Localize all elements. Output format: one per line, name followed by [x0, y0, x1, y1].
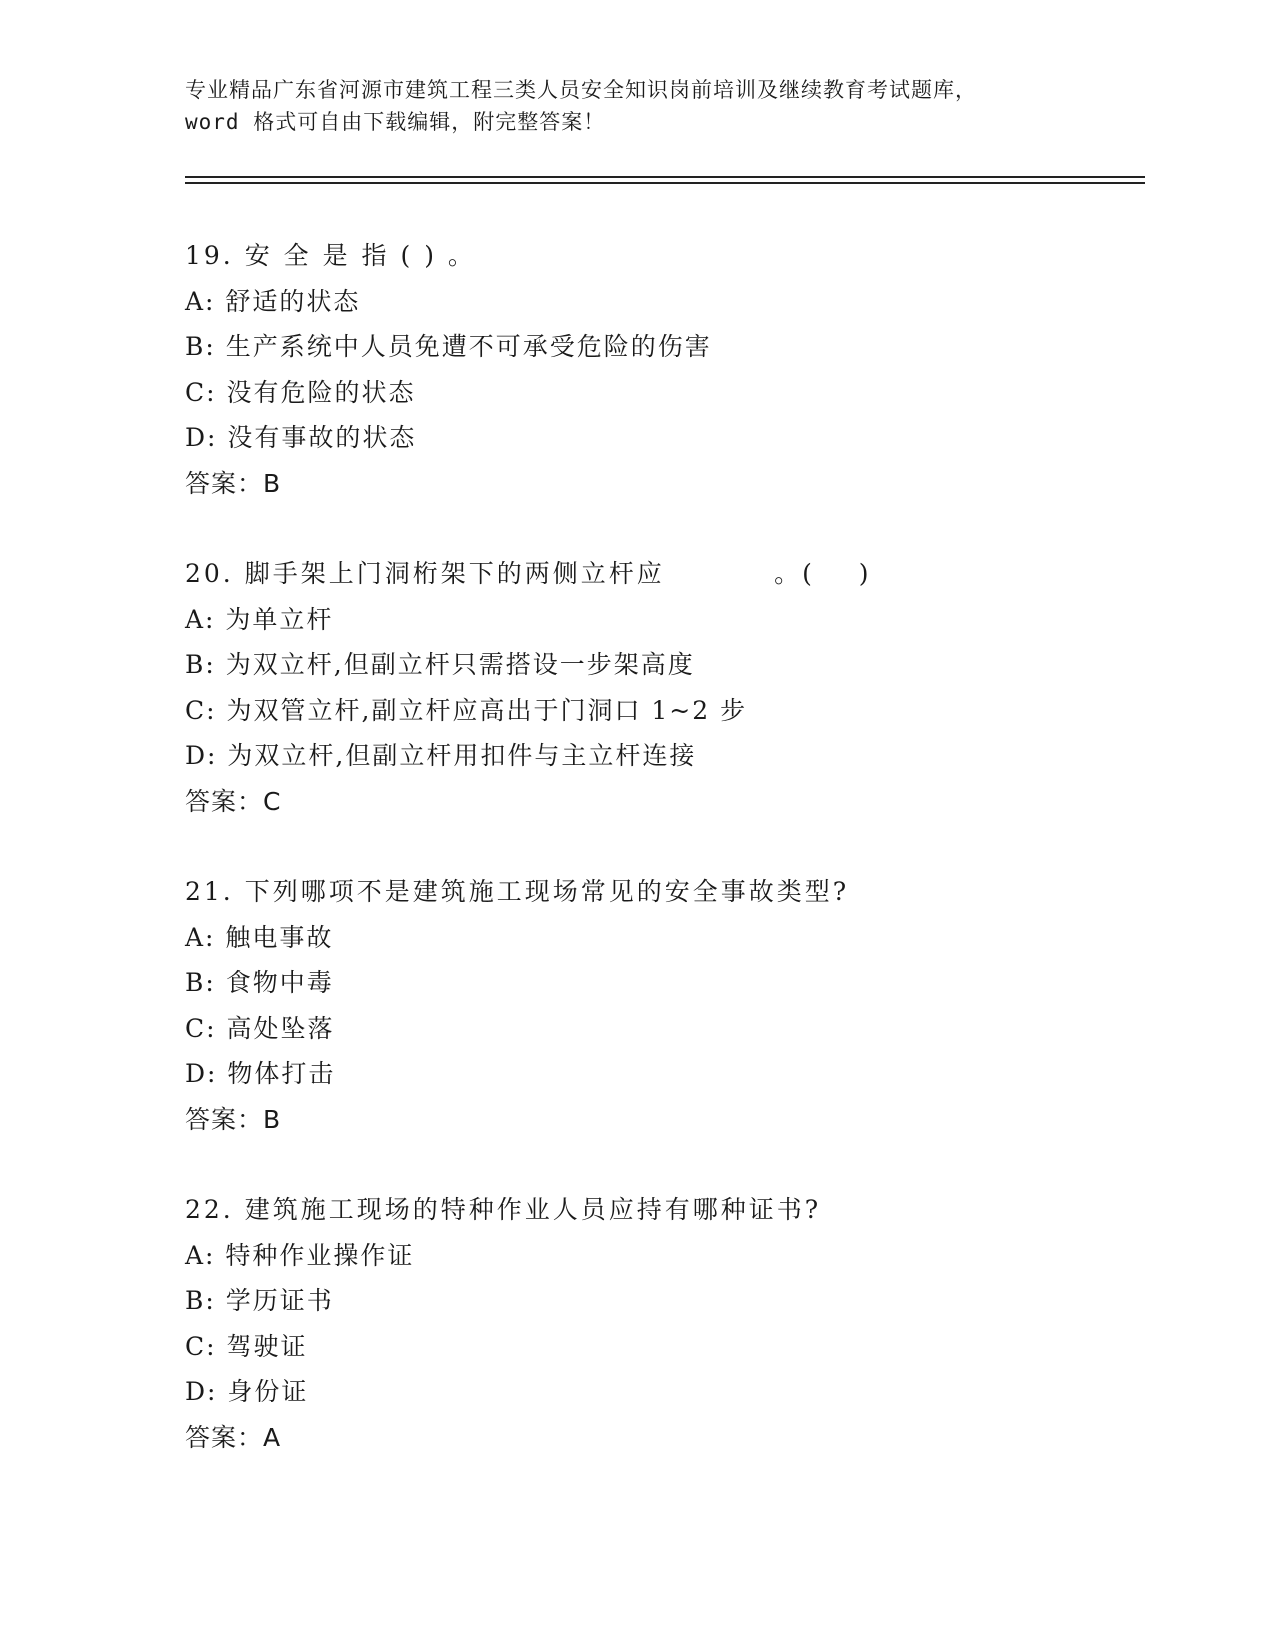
question-title: 20. 脚手架上门洞桁架下的两侧立杆应 。( )	[185, 559, 872, 588]
option-b: B: 食物中毒	[185, 968, 334, 997]
option-d: D: 为双立杆,但副立杆用扣件与主立杆连接	[185, 741, 697, 770]
option-c: C: 为双管立杆,副立杆应高出于门洞口 1~2 步	[185, 695, 748, 725]
option-d: D: 身份证	[185, 1377, 309, 1406]
answer: 答案：A	[185, 1422, 282, 1452]
answer: 答案：B	[185, 468, 282, 498]
option-c: C: 高处坠落	[185, 1013, 335, 1043]
question-20	[185, 551, 1085, 824]
header-line-2: word 格式可自由下载编辑，附完整答案！	[185, 110, 606, 134]
question-19	[185, 233, 1085, 506]
question-21	[185, 869, 1085, 1142]
answer: 答案：B	[185, 1104, 282, 1134]
header-line-1: 专业精品广东省河源市建筑工程三类人员安全知识岗前培训及继续教育考试题库，	[185, 78, 977, 102]
option-a: A: 为单立杆	[185, 604, 334, 634]
question-title: 21. 下列哪项不是建筑施工现场常见的安全事故类型?	[185, 877, 850, 906]
question-title: 19. 安 全 是 指 ( ) 。	[185, 241, 476, 270]
option-c: C: 没有危险的状态	[185, 377, 416, 407]
option-b: B: 学历证书	[185, 1286, 334, 1315]
option-d: D: 没有事故的状态	[185, 423, 417, 452]
option-a: A: 特种作业操作证	[185, 1240, 415, 1270]
answer: 答案：C	[185, 786, 282, 816]
option-d: D: 物体打击	[185, 1059, 336, 1088]
question-22	[185, 1187, 1085, 1460]
document-header	[185, 74, 1085, 138]
option-b: B: 为双立杆,但副立杆只需搭设一步架高度	[185, 650, 695, 679]
option-a: A: 舒适的状态	[185, 286, 361, 316]
header-divider-top	[185, 176, 1145, 178]
option-c: C: 驾驶证	[185, 1331, 308, 1361]
header-divider-bottom	[185, 182, 1145, 184]
option-a: A: 触电事故	[185, 922, 334, 952]
option-b: B: 生产系统中人员免遭不可承受危险的伤害	[185, 332, 712, 361]
question-title: 22. 建筑施工现场的特种作业人员应持有哪种证书?	[185, 1195, 822, 1224]
